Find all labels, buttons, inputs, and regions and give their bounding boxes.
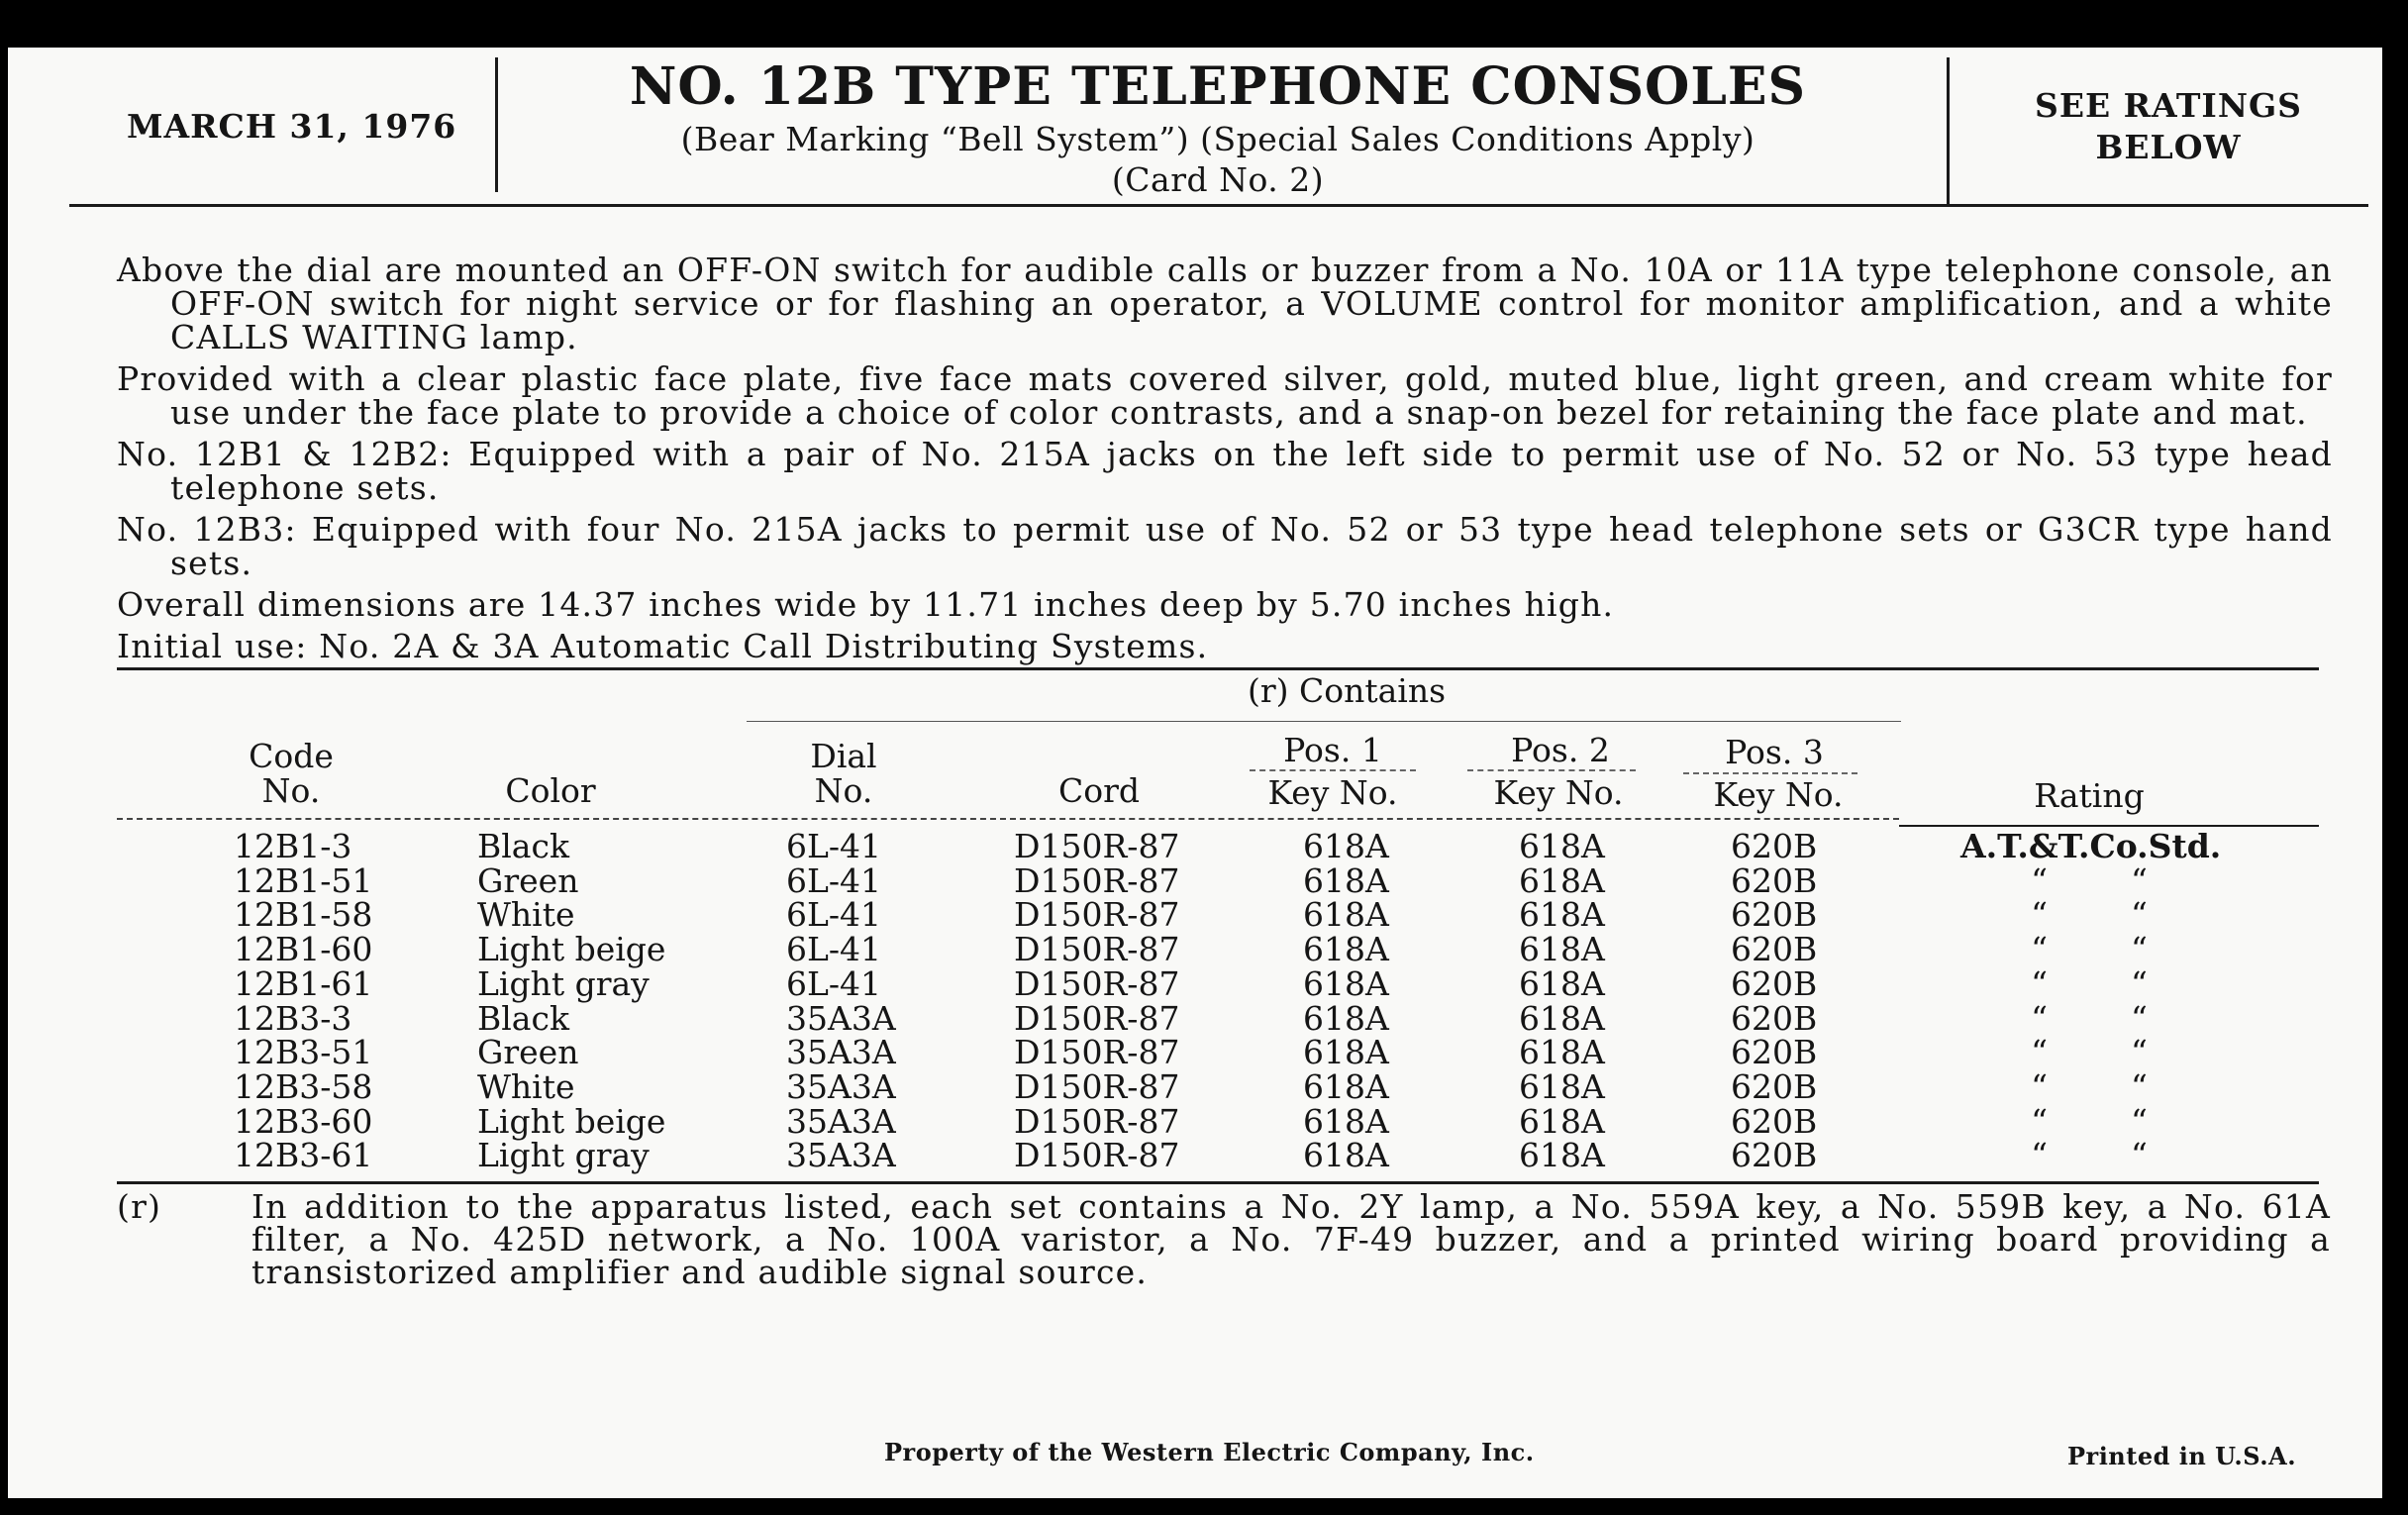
header-pos1-line2: Key No. [1267,773,1398,812]
page-title: NO. 12B TYPE TELEPHONE CONSOLES [629,56,1807,117]
footnote-text: In addition to the apparatus listed, each set contains a No. 2Y lamp, a No. 559A key, a No. 559B key, a No. 61A filter, a No. 425D network, a No. 100A varistor, a No. 7F-49 buzzer, and a printed wiring board providing a transistorized amplifier and audible signal source. [251,1187,2331,1291]
table-cell-code: 12B1-51 [234,860,373,900]
table-cell-code: 12B3-51 [234,1033,373,1072]
table-cell-pos3: 620B [1731,860,1818,900]
table-cell-pos1: 618A [1303,1136,1389,1175]
table-cell-cord: D150R-87 [1014,1101,1180,1141]
printed-notice: Printed in U.S.A. [2067,1442,2297,1470]
pos1-rule [1250,769,1416,771]
table-cell-rating: “ “ [2031,930,2148,969]
table-cell-pos1: 618A [1303,1101,1389,1141]
table-cell-pos1: 618A [1303,963,1389,1003]
header-pos3-line1: Pos. 3 [1725,733,1824,771]
table-cell-color: White [477,1066,575,1106]
table-cell-pos2: 618A [1519,930,1605,969]
table-cell-pos2: 618A [1519,1136,1605,1175]
header-color: Color [505,771,596,810]
title-block [495,55,1941,200]
property-notice: Property of the Western Electric Company, Inc. [884,1438,1535,1466]
table-cell-pos3: 620B [1731,1136,1818,1175]
table-cell-dial: 35A3A [786,1136,896,1175]
table-cell-dial: 35A3A [786,998,896,1038]
contains-rule [747,721,1901,722]
table-cell-color: Light beige [477,1101,666,1141]
table-cell-pos3: 620B [1731,963,1818,1003]
table-cell-pos3: 620B [1731,1101,1818,1141]
table-cell-dial: 35A3A [786,1033,896,1072]
table-cell-pos2: 618A [1519,895,1605,935]
table-cell-color: Black [477,827,569,865]
table-cell-cord: D150R-87 [1014,998,1180,1038]
header-dial-line1: Dial [810,737,877,775]
table-cell-pos2: 618A [1519,860,1605,900]
paragraph: Provided with a clear plastic face plate, five face mats covered silver, gold, muted blue, light green, and cream white for use under the face plate to provide a choice of color contrasts, and a snap-on bezel for retaining the face plate and mat. [117,359,2333,432]
table-cell-dial: 6L-41 [786,827,882,865]
table-cell-cord: D150R-87 [1014,963,1180,1003]
table-cell-code: 12B1-3 [234,827,352,865]
table-cell-code: 12B3-58 [234,1066,373,1106]
paragraph: Above the dial are mounted an OFF-ON switch for audible calls or buzzer from a No. 10A or 11A type telephone console, an OFF-ON switch for night service or for flashing an operator, a VOLUME control for monitor amplification, and a white CALLS WAITING lamp. [117,251,2333,356]
table-cell-cord: D150R-87 [1014,1136,1180,1175]
header-cord: Cord [1057,771,1141,810]
table-cell-cord: D150R-87 [1014,1033,1180,1072]
table-cell-color: Green [477,1033,579,1072]
table-cell-dial: 35A3A [786,1066,896,1106]
footnote-mark: (r) [117,1187,162,1226]
table-cell-color: Light gray [477,963,650,1003]
card-number: (Card No. 2) [1111,160,1325,199]
table-cell-color: Green [477,860,579,900]
table-cell-pos3: 620B [1731,1033,1818,1072]
table-cell-code: 12B1-60 [234,930,373,969]
table-cell-code: 12B1-61 [234,963,373,1003]
table-cell-pos3: 620B [1731,827,1818,865]
table-top-rule [117,667,2319,670]
table-cell-pos1: 618A [1303,860,1389,900]
paragraph: Initial use: No. 2A & 3A Automatic Call Distributing Systems. [117,627,1209,665]
table-cell-pos3: 620B [1731,998,1818,1038]
table-cell-pos2: 618A [1519,1101,1605,1141]
header-divider-right [1947,57,1950,206]
table-cell-pos3: 620B [1731,1066,1818,1106]
table-cell-rating: “ “ [2031,998,2148,1038]
table-cell-pos3: 620B [1731,930,1818,969]
table-cell-code: 12B3-61 [234,1136,373,1175]
ratings-line-2: BELOW [2095,128,2242,166]
table-cell-color: Black [477,998,569,1038]
table-cell-pos3: 620B [1731,895,1818,935]
header-bottom-rule [117,818,1899,820]
page-subtitle: (Bear Marking “Bell System”) (Special Sales Conditions Apply) [680,120,1756,158]
paragraph: No. 12B1 & 12B2: Equipped with a pair of No. 215A jacks on the left side to permit use of No. 52 or No. 53 type head telephone sets. [117,435,2333,507]
table-cell-rating: “ “ [2031,963,2148,1003]
table-cell-cord: D150R-87 [1014,860,1180,900]
header-pos2-line1: Pos. 2 [1511,731,1610,769]
table-cell-rating: “ “ [2031,895,2148,935]
header-pos3-line2: Key No. [1713,775,1844,814]
card-date: MARCH 31, 1976 [127,107,457,146]
table-cell-cord: D150R-87 [1014,827,1180,865]
table-cell-rating: “ “ [2031,1033,2148,1072]
table-cell-code: 12B3-3 [234,998,352,1038]
paragraph: No. 12B3: Equipped with four No. 215A jacks to permit use of No. 52 or 53 type head telephone sets or G3CR type hand sets. [117,510,2333,582]
table-cell-pos1: 618A [1303,930,1389,969]
table-cell-color: Light gray [477,1136,650,1175]
table-cell-dial: 6L-41 [786,860,882,900]
header-rule [69,204,2368,207]
table-cell-pos2: 618A [1519,1033,1605,1072]
table-cell-pos1: 618A [1303,998,1389,1038]
table-cell-dial: 6L-41 [786,963,882,1003]
pos3-rule [1683,772,1857,774]
table-cell-pos2: 618A [1519,1066,1605,1106]
header-code-line2: No. [261,771,321,810]
table-cell-dial: 6L-41 [786,895,882,935]
header-rating: Rating [2034,776,2145,815]
table-cell-rating: “ “ [2031,1136,2148,1175]
header-code-line1: Code [249,737,334,775]
footnote [117,1187,2331,1291]
table-cell-pos1: 618A [1303,895,1389,935]
table-cell-rating: “ “ [2031,1101,2148,1141]
table-cell-color: White [477,895,575,935]
ratings-line-1: SEE RATINGS [2034,86,2303,125]
table-cell-cord: D150R-87 [1014,895,1180,935]
table-cell-pos2: 618A [1519,827,1605,865]
table-cell-pos1: 618A [1303,1066,1389,1106]
header-pos2-line2: Key No. [1493,773,1624,812]
table-cell-code: 12B1-58 [234,895,373,935]
table-cell-rating: “ “ [2031,860,2148,900]
header-pos1-line1: Pos. 1 [1283,731,1382,769]
see-ratings-note [1970,85,2366,168]
table-cell-dial: 35A3A [786,1101,896,1141]
table-cell-dial: 6L-41 [786,930,882,969]
pos2-rule [1467,769,1636,771]
paragraph: Overall dimensions are 14.37 inches wide by 11.71 inches deep by 5.70 inches high. [117,585,1615,624]
description [117,253,2333,671]
table-cell-cord: D150R-87 [1014,1066,1180,1106]
table-cell-rating: A.T.&T.Co.Std. [1960,827,2222,865]
table-cell-pos1: 618A [1303,827,1389,865]
table-cell-pos1: 618A [1303,1033,1389,1072]
table-cell-rating: “ “ [2031,1066,2148,1106]
table-cell-code: 12B3-60 [234,1101,373,1141]
table-cell-color: Light beige [477,930,666,969]
table-bottom-rule [117,1181,2319,1184]
table-cell-cord: D150R-87 [1014,930,1180,969]
contains-header: (r) Contains [1247,671,1447,710]
header-dial-line2: No. [814,771,873,810]
table-cell-pos2: 618A [1519,998,1605,1038]
table-cell-pos2: 618A [1519,963,1605,1003]
